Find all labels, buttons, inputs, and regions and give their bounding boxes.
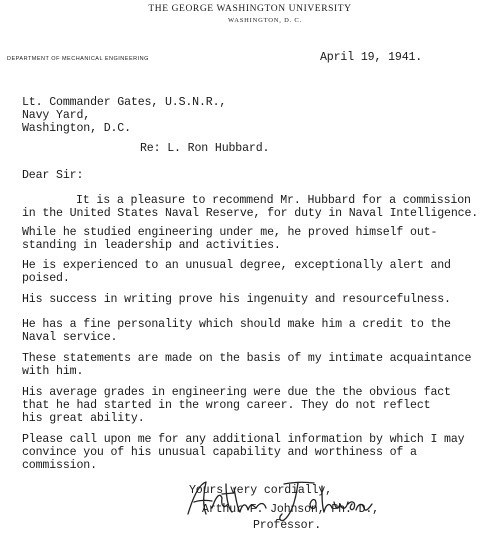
paragraph-line: He is experienced to an unusual degree, exceptionally alert and bbox=[22, 259, 451, 272]
paragraph-line: He has a fine personality which should make him a credit to the bbox=[22, 318, 451, 331]
paragraph-line: These statements are made on the basis of my intimate acquaintance bbox=[22, 352, 472, 365]
recipient-line-2: Navy Yard, bbox=[22, 109, 91, 122]
letterhead-institution: THE GEORGE WASHINGTON UNIVERSITY bbox=[148, 4, 352, 14]
paragraph-line: that he had started in the wrong career. They do not reflect bbox=[22, 399, 431, 412]
paragraph-line: his great ability. bbox=[22, 412, 145, 425]
paragraph-8 bbox=[22, 433, 492, 472]
paragraph-line: commission. bbox=[22, 459, 97, 472]
paragraph-line: with him. bbox=[22, 365, 84, 378]
recipient-line-3: Washington, D.C. bbox=[22, 122, 131, 135]
paragraph-line: poised. bbox=[22, 272, 70, 285]
paragraph-4 bbox=[22, 293, 492, 306]
paragraph-line: convince you of his unusual capability and worthiness of a bbox=[22, 446, 417, 459]
paragraph-line: Naval service. bbox=[22, 331, 118, 344]
salutation: Dear Sir: bbox=[22, 169, 84, 182]
subject-line: Re: L. Ron Hubbard. bbox=[140, 142, 270, 155]
letter-date: April 19, 1941. bbox=[320, 51, 423, 64]
letterhead-city: WASHINGTON, D. C. bbox=[228, 17, 302, 24]
paragraph-line: While he studied engineering under me, he proved himself out- bbox=[22, 226, 438, 239]
paragraph-line: It is a pleasure to recommend Mr. Hubbard for a commission bbox=[76, 194, 471, 207]
paragraph-line: His success in writing prove his ingenuity and resourcefulness. bbox=[22, 293, 451, 306]
paragraph-7 bbox=[22, 386, 492, 425]
letterhead-department: DEPARTMENT OF MECHANICAL ENGINEERING bbox=[7, 56, 149, 62]
signer-name: Arthur F. Johnson, Ph. D., bbox=[202, 503, 379, 516]
paragraph-line: His average grades in engineering were due the the obvious fact bbox=[22, 386, 451, 399]
recipient-line-1: Lt. Commander Gates, U.S.N.R., bbox=[22, 96, 227, 109]
paragraph-5 bbox=[22, 318, 492, 344]
closing: Yours very cordially, bbox=[189, 484, 332, 497]
paragraph-1 bbox=[22, 194, 492, 220]
paragraph-line: Please call upon me for any additional information by which I may bbox=[22, 433, 465, 446]
paragraph-3 bbox=[22, 259, 492, 285]
signer-title: Professor. bbox=[253, 519, 322, 532]
paragraph-2 bbox=[22, 226, 492, 252]
paragraph-6 bbox=[22, 352, 492, 378]
paragraph-line: in the United States Naval Reserve, for duty in Naval Intelligence. bbox=[22, 207, 479, 220]
paragraph-line: standing in leadership and activities. bbox=[22, 239, 281, 252]
